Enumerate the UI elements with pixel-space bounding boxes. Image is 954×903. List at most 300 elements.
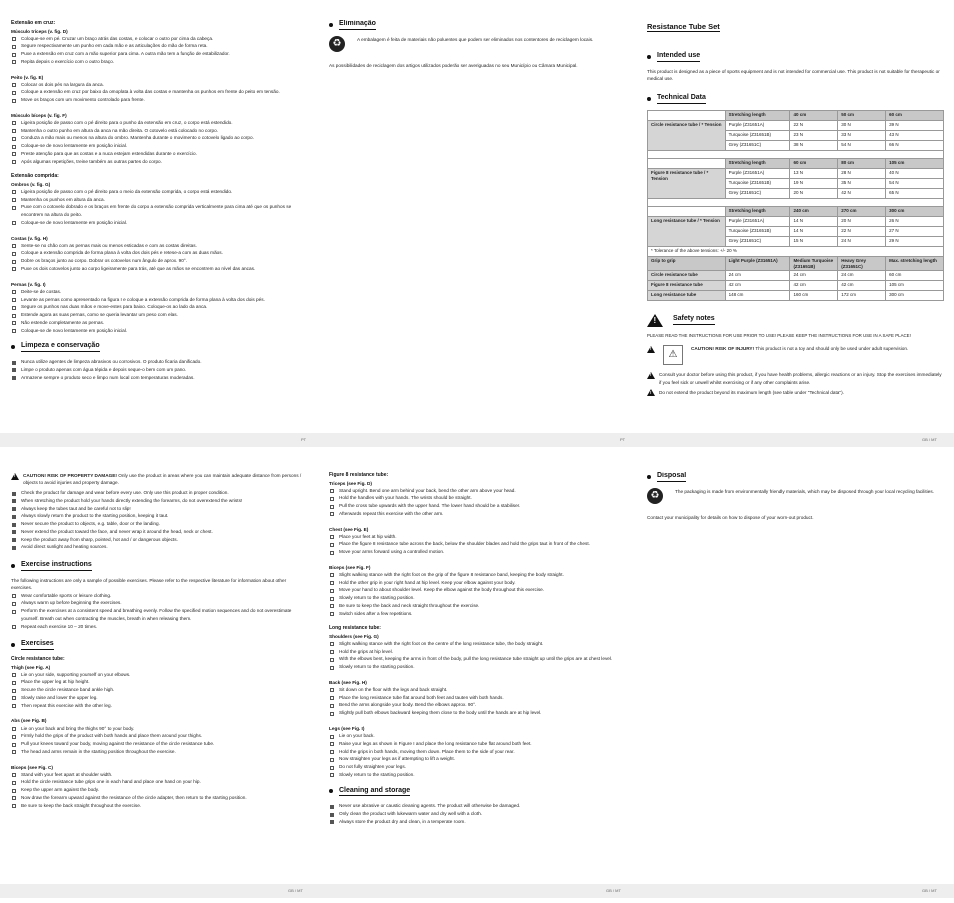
list-item: Slowly return to the starting position. <box>329 594 621 602</box>
section-header <box>647 313 944 327</box>
bullet-dot <box>11 564 15 568</box>
table-cell: 42 cm <box>725 281 790 291</box>
page-pt-disposal <box>329 20 621 440</box>
cleaning-title: Limpeza e conservação <box>21 342 100 352</box>
exercise-steps <box>11 671 308 710</box>
list-item: Be sure to keep the back straight throughout the exercise. <box>11 802 308 810</box>
section-header <box>329 20 621 30</box>
tolerance-note: * Tolerance of the above tensions: +/- 20 % <box>648 247 944 257</box>
warning-icon <box>647 314 663 327</box>
table-cell: Grey (Z31651C) <box>725 237 790 247</box>
table-row <box>648 247 944 257</box>
exercise-blocks <box>329 472 621 779</box>
list-item: Never secure the product to objects, e.g. table, door or the landing. <box>11 520 308 528</box>
exercise-block <box>11 74 308 104</box>
list-item: Slight walking stance with the right foot on the centre of the long resistance tube, the body straight. <box>329 640 621 648</box>
table-cell: 65 N <box>886 189 944 199</box>
exercise-title: Ombros (v. fig. G) <box>11 181 51 187</box>
list-item: Coloque a extensão em cruz por baixo da omoplata à volta das costas e mantenha os punhos em frente do peito em tensão. <box>11 88 308 96</box>
exercise-title: Chest (see Fig. E) <box>329 526 369 532</box>
table-cell: 33 N <box>838 131 886 141</box>
list-item: Then repeat this exercise with the other leg. <box>11 702 308 710</box>
table-header-cell: Light Purple (Z31651A) <box>725 257 790 271</box>
list-item: Always store the product dry and clean, in a temperate room. <box>329 818 621 826</box>
table-cell <box>648 159 726 169</box>
list-item: With the elbows bent, keeping the arms in front of the body, pull the long resistance tube straight up until the grips are at chest level. <box>329 655 621 663</box>
list-item: Slightly pull both elbows backward keeping them close to the body until the hands are at hip level. <box>329 709 621 717</box>
list-item: Colocar os dois pés na largura da anca. <box>11 81 308 89</box>
exercise-block <box>11 20 308 66</box>
warning-text: Do not extend the product beyond its maximum length (see table under "Technical data"). <box>659 389 844 395</box>
list-item: Secure the circle resistance band ankle high. <box>11 686 308 694</box>
list-item: Always keep the tubes taut and be careful not to slip! <box>11 505 308 513</box>
table-header-cell: Max. stretching length <box>886 257 944 271</box>
table-cell: 28 N <box>838 169 886 179</box>
exercise-block <box>11 173 308 226</box>
table-cell <box>648 111 726 121</box>
list-item: Place the figure 8 resistance tube across the back, below the shoulder blades and hold the grips taut in front of the chest. <box>329 540 621 548</box>
table-cell: 20 N <box>790 189 838 199</box>
exercise-title: Shoulders (see Fig. G) <box>329 633 379 639</box>
page-gb-exercise-instructions <box>11 472 308 882</box>
exercise-title: Pernas (v. fig. I) <box>11 281 46 287</box>
list-item: Sente-se no chão com as pernas mais ou menos esticadas e com as costas direitas. <box>11 242 308 250</box>
exercise-steps <box>11 119 308 166</box>
table-cell <box>648 151 944 159</box>
list-item: Puxe a extensão em cruz com a mão superior para cima. A outra mão tem a função de estabilizador. <box>11 50 308 58</box>
caution-text: This product is not a toy and should only be used under adult supervision. <box>754 346 909 352</box>
table-cell: 30 N <box>838 121 886 131</box>
exercise-steps <box>11 81 308 104</box>
list-item: Após algumas repetições, treine também as outras partes do corpo. <box>11 158 308 166</box>
bullet-dot <box>329 23 333 27</box>
table-cell: 13 N <box>790 169 838 179</box>
list-item: Move os braços com um movimento controlado para frente. <box>11 96 308 104</box>
exercise-block <box>329 526 621 556</box>
exercise-title: Biceps (see Fig. F) <box>329 564 371 570</box>
table-cell: 43 N <box>886 131 944 141</box>
table-cell: 27 N <box>886 227 944 237</box>
list-item: Levante as pernas como apresentado na figura I e coloque a extensão comprida de forma plana à volta dos dois pés. <box>11 296 308 304</box>
child-warning-icon: ⚠ <box>663 345 683 365</box>
exercise-steps <box>329 640 621 671</box>
list-item: Coloque-se em pé. Cruzar um braço atrás das costas, e colocar o outro por cima da cabeça. <box>11 35 308 43</box>
list-item: Preste atenção para que as costas e a nuca estejam estendidas durante o exercício. <box>11 150 308 158</box>
instructions-list <box>11 592 308 631</box>
exercise-group-title: Figure 8 resistance tube: <box>329 472 389 478</box>
exercise-instructions-text: The following instructions are only a sample of possible exercises. Please refer to the respective literature for information about other exercises. <box>11 577 287 591</box>
table-spacer-row <box>648 199 944 207</box>
section-header <box>329 787 621 797</box>
list-item: Check the product for damage and wear before every use. Only use this product in proper condition. <box>11 489 308 497</box>
list-item: Only clean the product with lukewarm water and dry well with a cloth. <box>329 810 621 818</box>
exercise-block <box>11 656 308 709</box>
exercise-title: Músculo tríceps (v. fig. D) <box>11 28 68 34</box>
list-item: Now draw the forearm upward against the resistance of the circle adapter, then return to the starting position. <box>11 794 308 802</box>
table-cell: 66 N <box>886 141 944 151</box>
table-header-cell: 40 cm <box>790 111 838 121</box>
list-item: Now straighten your legs as if attempting to lift a weight. <box>329 755 621 763</box>
footer-bar <box>0 433 954 447</box>
table-header-cell: Medium Turquoise (Z31651B) <box>790 257 838 271</box>
list-item: Pull the cross tube upwards with the upper hand. The lower hand should be a stabiliser. <box>329 502 621 510</box>
table-cell: 35 N <box>838 179 886 189</box>
exercise-block <box>11 235 308 273</box>
list-item: Hold the grips in both hands, moving them down. Place them to the side of your rear. <box>329 748 621 756</box>
exercise-steps <box>11 288 308 335</box>
table-header-cell: Grip to grip <box>648 257 726 271</box>
list-item: Hold the grips at hip level. <box>329 648 621 656</box>
list-item: Ligeira posição de passo com o pé direito para o meio da extensão comprida, o corpo está estendido. <box>11 188 308 196</box>
warning-icon <box>647 372 655 379</box>
table-row <box>648 169 944 179</box>
list-item: Coloque-se de novo lentamente em posição inicial. <box>11 327 308 335</box>
table-cell: 54 N <box>838 141 886 151</box>
list-item: Coloque-se de novo lentamente em posição inicial. <box>11 142 308 150</box>
warnings-list <box>647 371 944 396</box>
intended-use-text: This product is designed as a piece of sports equipment and is not intended for commercial use. This product is not suitable for therapeutic or medical use. <box>647 68 940 82</box>
table-header-cell: 270 cm <box>838 207 886 217</box>
bullet-dot <box>329 789 333 793</box>
list-item: Bend the arms alongside your body. Bend the elbows approx. 90°. <box>329 701 621 709</box>
list-item: Puxe os dois cotovelos junto ao corpo ligeiramente para trás, até que as mãos se encontrem ao nível das ancas. <box>11 265 308 273</box>
list-item: Conduza a mão mais ou menos na altura do ombro. Mantenha durante o movimento o cotovelo ligado ao corpo. <box>11 134 308 142</box>
section-header <box>11 561 308 571</box>
disposal-title: Eliminação <box>339 20 376 30</box>
exercise-blocks <box>11 656 308 809</box>
exercise-title: Costas (v. fig. H) <box>11 235 48 241</box>
table-header-cell: 50 cm <box>838 111 886 121</box>
table-cell: Turquoise (Z31651B) <box>725 131 790 141</box>
table-cell: Grey (Z31651C) <box>725 141 790 151</box>
list-item: Slight walking stance with the right foot on the grip of the figure 8 resistance band, keeping the body straight. <box>329 571 621 579</box>
disposal-text: A embalagem é feita de materiais não poluentes que podem ser eliminados nos contentores de reciclagem locais. <box>357 36 594 42</box>
intended-use-title: Intended use <box>657 52 700 62</box>
caution-row <box>11 472 308 486</box>
disposal-note: Contact your municipality for details on how to dispose of your worn-out product. <box>647 514 814 520</box>
list-item: Always warm up before beginning the exercises. <box>11 599 308 607</box>
exercise-blocks <box>11 20 308 334</box>
page-number: GB / MT <box>606 888 621 893</box>
exercise-block <box>329 564 621 618</box>
table-cell: 39 N <box>886 121 944 131</box>
table-row-label: Figure 8 resistance tube <box>648 281 726 291</box>
table-row <box>648 271 944 281</box>
list-item: Slowly return to the starting position. <box>329 771 621 779</box>
warning-icon <box>647 346 655 353</box>
exercise-instructions-title: Exercise instructions <box>21 561 92 571</box>
page-number: PT <box>301 437 307 442</box>
list-item: Perform the exercises at a consistent speed and breathing evenly. Follow the specified motion sequences and do not overestimate yourself. Breath out when contracting the muscles, breath in when releasing them. <box>11 607 308 623</box>
exercise-steps <box>329 533 621 556</box>
table-cell: 172 cm <box>838 291 886 301</box>
section-header <box>11 342 308 352</box>
exercise-block <box>11 112 308 166</box>
exercise-steps <box>11 771 308 810</box>
bullet-dot <box>647 97 651 101</box>
list-item: Mantenha os punhos em altura da anca. <box>11 196 308 204</box>
table-cell: 42 N <box>838 189 886 199</box>
disposal-row <box>647 488 944 504</box>
list-item: Wear comfortable sports or leisure clothing. <box>11 592 308 600</box>
list-item: Lie on your back. <box>329 732 621 740</box>
list-item: Stand upright. Bend one arm behind your back, bend the other arm above your head. <box>329 487 621 495</box>
list-item: Place your feet at hip width. <box>329 533 621 541</box>
exercise-title: Abs (see Fig. B) <box>11 718 47 724</box>
list-item: Keep the upper arm against the body. <box>11 786 308 794</box>
recycle-icon <box>329 36 345 52</box>
table-header-row <box>648 159 944 169</box>
exercise-block <box>329 679 621 717</box>
recycle-icon <box>647 488 663 504</box>
list-item: Move your hand to about shoulder level. Keep the elbow against the body throughout this exercise. <box>329 586 621 594</box>
exercise-title: Triceps (see Fig. D) <box>329 480 372 486</box>
table-header-cell: Stretching length <box>725 111 790 121</box>
table-header-row <box>648 111 944 121</box>
bullet-dot <box>647 475 651 479</box>
section-header <box>647 94 944 104</box>
list-item: Afterwards repeat this exercise with the other arm. <box>329 510 621 518</box>
exercise-block <box>329 725 621 779</box>
caution-list <box>11 489 308 551</box>
list-item: Place the long resistance tube flat around both feet and tauten with both hands. <box>329 694 621 702</box>
warning-row <box>647 371 944 385</box>
list-item: Place the upper leg at hip height. <box>11 678 308 686</box>
table-cell: 105 cm <box>886 281 944 291</box>
list-item: Segure os punhos nas duas mãos e move-estes para baixo. Coloque-os ao lado da anca. <box>11 303 308 311</box>
table-header-cell: 300 cm <box>886 207 944 217</box>
section-header <box>11 640 308 650</box>
bullet-dot <box>11 643 15 647</box>
table-header-cell: 105 cm <box>886 159 944 169</box>
table-header-cell: 60 cm <box>790 159 838 169</box>
list-item: Switch sides after a few repetitions. <box>329 610 621 618</box>
warning-icon <box>11 473 19 480</box>
table-cell: Purple (Z31651A) <box>725 217 790 227</box>
table-cell: 24 cm <box>838 271 886 281</box>
page-gb-intro <box>647 20 944 440</box>
safety-title: Safety notes <box>673 315 715 325</box>
list-item: Hold the other grip in your right hand at hip level. Keep your elbow against your body. <box>329 579 621 587</box>
list-item: Lie on your side, supporting yourself on your elbows. <box>11 671 308 679</box>
list-item: Não estende completamente as pernas. <box>11 319 308 327</box>
list-item: Dobre os braços junto ao corpo. Dobrar os cotovelos num ângulo de aprox. 90°. <box>11 257 308 265</box>
warning-row <box>647 389 944 397</box>
exercise-group-title: Extensão em cruz: <box>11 20 56 26</box>
exercise-block <box>11 764 308 810</box>
table-row-label: Long resistance tube <box>648 291 726 301</box>
table-cell: 15 N <box>790 237 838 247</box>
exercise-steps <box>11 242 308 273</box>
disposal-title: Disposal <box>657 472 686 482</box>
exercise-block <box>11 717 308 755</box>
list-item: Repeat each exercise 10 – 20 times. <box>11 623 308 631</box>
exercise-steps <box>329 487 621 518</box>
warning-icon <box>647 389 655 396</box>
list-item: Slowly return to the starting position. <box>329 663 621 671</box>
list-item: Always slowly return the product to the starting position, keeping it taut. <box>11 512 308 520</box>
exercise-group-title: Circle resistance tube: <box>11 656 65 663</box>
table-cell: 42 cm <box>838 281 886 291</box>
safety-intro: PLEASE READ THE INSTRUCTIONS FOR USE PRIOR TO USE! PLEASE KEEP THE INSTRUCTIONS FOR USE IN A SAFE PLACE! <box>647 332 911 338</box>
document-title: Resistance Tube Set <box>647 22 720 31</box>
list-item: Never extend the product toward the face, and never wrap it around the head, neck or chest. <box>11 528 308 536</box>
table-cell: 24 cm <box>725 271 790 281</box>
list-item: Coloque-se de novo lentamente em posição inicial. <box>11 219 308 227</box>
table-cell: 40 N <box>886 169 944 179</box>
table-cell <box>648 207 726 217</box>
list-item: Coloque a extensão comprida de forma plana à volta dos dois pés e retese-a com as duas mãos. <box>11 249 308 257</box>
exercise-steps <box>11 725 308 756</box>
section-header <box>647 472 944 482</box>
list-item: Slowly raise and lower the upper leg. <box>11 694 308 702</box>
table-cell: 22 N <box>790 121 838 131</box>
exercise-group-title: Extensão comprida: <box>11 173 59 180</box>
exercise-title: Thigh (see Fig. A) <box>11 664 51 670</box>
page-number: GB / MT <box>922 437 937 442</box>
table-spacer-row <box>648 151 944 159</box>
page-number: PT <box>620 437 626 442</box>
list-item: Stand with your feet apart at shoulder width. <box>11 771 308 779</box>
table-cell: 22 N <box>838 227 886 237</box>
page-pt-exercises <box>11 20 308 440</box>
table-cell: Grey (Z31651C) <box>725 189 790 199</box>
list-item: Limpe o produto apenas com água tépida e depois seque-o bem com um pano. <box>11 366 308 374</box>
exercise-steps <box>329 732 621 779</box>
exercise-title: Back (see Fig. H) <box>329 679 367 685</box>
list-item: Ligeira posição de passo com o pé direito para o punho da extensão em cruz, o corpo está estendido. <box>11 119 308 127</box>
table-row <box>648 281 944 291</box>
disposal-text: The packaging is made from environmentally friendly materials, which may be disposed through your local recycling facilities. <box>675 488 934 494</box>
section-header <box>647 52 944 62</box>
table-row <box>648 121 944 131</box>
table-cell: 160 cm <box>790 291 838 301</box>
table-row-label: Circle resistance tube / * Tension <box>648 121 726 151</box>
exercise-block <box>329 472 621 518</box>
exercise-title: Biceps (see Fig. C) <box>11 764 53 770</box>
list-item: Lie on your back and bring the thighs 90° to your body. <box>11 725 308 733</box>
caution-label: CAUTION! RISK OF PROPERTY DAMAGE! <box>23 473 117 478</box>
list-item: Firmly hold the grips of the product with both hands and place them around your thighs. <box>11 732 308 740</box>
table-cell: 19 N <box>790 179 838 189</box>
cleaning-title: Cleaning and storage <box>339 787 410 797</box>
list-item: Never use abrasive or caustic cleaning agents. The product will otherwise be damaged. <box>329 802 621 810</box>
table-cell: 29 N <box>886 237 944 247</box>
table-cell: 20 N <box>838 217 886 227</box>
technical-data-title: Technical Data <box>657 94 706 104</box>
page-gb-disposal <box>647 472 944 882</box>
page-gb-exercises <box>329 472 621 882</box>
table-cell: Purple (Z31651A) <box>725 121 790 131</box>
table-cell <box>648 199 944 207</box>
exercises-title: Exercises <box>21 640 54 650</box>
table-header-cell: 80 cm <box>838 159 886 169</box>
table-header-cell: Stretching length <box>725 207 790 217</box>
table-header-cell: 240 cm <box>790 207 838 217</box>
table-row <box>648 291 944 301</box>
table-cell: 38 N <box>790 141 838 151</box>
list-item: Segure respectivamente um punho em cada mão e as articulações do mão de forma reta. <box>11 42 308 50</box>
exercise-steps <box>329 571 621 618</box>
cleaning-list <box>11 358 308 381</box>
table-header-cell: 60 cm <box>886 111 944 121</box>
table-cell: 23 N <box>790 131 838 141</box>
list-item: Move your arms forward using a controlled motion. <box>329 548 621 556</box>
list-item: Mantenha o outro punho em altura da anca na mão direita. O cotovelo está colocado no corpo. <box>11 127 308 135</box>
exercise-block <box>329 625 621 671</box>
exercise-steps <box>11 188 308 227</box>
table-cell: 14 N <box>790 227 838 237</box>
exercise-steps <box>11 35 308 66</box>
table-header-row <box>648 257 944 271</box>
list-item: Pull your knees toward your body, moving against the resistance of the circle resistance tube. <box>11 740 308 748</box>
table-cell: 148 cm <box>725 291 790 301</box>
list-item: Hold the circle resistance tube grips one in each hand and place one hand on your hip. <box>11 778 308 786</box>
table-cell: 60 cm <box>886 271 944 281</box>
exercise-title: Peito (v. fig. E) <box>11 74 44 80</box>
exercise-steps <box>329 686 621 717</box>
list-item: Hold the handles with your hands. The wrists should be straight. <box>329 494 621 502</box>
list-item: Deite-se de costas. <box>11 288 308 296</box>
table-cell: 42 cm <box>790 281 838 291</box>
list-item: Be sure to keep the back and neck straight throughout the exercise. <box>329 602 621 610</box>
table-cell: Turquoise (Z31651B) <box>725 227 790 237</box>
table-header-cell: Heavy Grey (Z31651C) <box>838 257 886 271</box>
footer-bar <box>0 884 954 898</box>
bullet-dot <box>11 345 15 349</box>
page-number: GB / MT <box>288 888 303 893</box>
list-item: Do not fully straighten your legs. <box>329 763 621 771</box>
list-item: Raise your legs as shown in Figure I and place the long resistance tube flat around both feet. <box>329 740 621 748</box>
cleaning-list <box>329 802 621 825</box>
technical-data-table <box>647 110 944 301</box>
table-row <box>648 217 944 227</box>
list-item: The head and arms remain in the starting position throughout the exercise. <box>11 748 308 756</box>
list-item: When stretching the product hold your hands directly extending the forearms, do not overextend the wrists! <box>11 497 308 505</box>
table-cell: 300 cm <box>886 291 944 301</box>
list-item: Estende agora as suas pernas, como se queria levantar um peso com elas. <box>11 311 308 319</box>
caution-row <box>647 345 944 365</box>
caution-label: CAUTION! RISK OF INJURY! <box>691 346 755 352</box>
table-row-label: Long resistance tube / * Tension <box>648 217 726 247</box>
list-item: Sit down on the floor with the legs and back straight. <box>329 686 621 694</box>
table-cell: 26 N <box>886 217 944 227</box>
page-number: GB / MT <box>922 888 937 893</box>
list-item: Puxe com o cotovelo dobrado e os braços em frente do corpo a extensão comprida verticalmente para cima até que os punhos se encontrem na altura do peito. <box>11 203 308 219</box>
list-item: Avoid direct sunlight and heating sources. <box>11 543 308 551</box>
list-item: Nunca utilize agentes de limpeza abrasivos ou corrosivos. O produto ficaria danificado. <box>11 358 308 366</box>
exercise-block <box>11 281 308 335</box>
exercise-title: Músculo bíceps (v. fig. F) <box>11 112 67 118</box>
table-cell: 54 N <box>886 179 944 189</box>
table-cell: Purple (Z31651A) <box>725 169 790 179</box>
table-header-cell: Stretching length <box>725 159 790 169</box>
exercise-title: Legs (see Fig. I) <box>329 725 365 731</box>
table-cell: Turquoise (Z31651B) <box>725 179 790 189</box>
table-cell: 24 N <box>838 237 886 247</box>
disposal-note: As possibilidades de reciclagem dos artigos utilizados poderão ser averiguadas no seu Município ou Câmara Municipal. <box>329 62 578 68</box>
table-row-label: Circle resistance tube <box>648 271 726 281</box>
exercise-group-title: Long resistance tube: <box>329 625 381 632</box>
table-cell: 24 cm <box>790 271 838 281</box>
warning-text: Consult your doctor before using this product, if you have health problems, allergic reactions or an injury. Stop the exercises immediately if you feel sick or unwell whilst exercising or if any other complaints arise. <box>659 372 942 385</box>
table-cell: 14 N <box>790 217 838 227</box>
list-item: Repita depois o exercício com o outro braço. <box>11 58 308 66</box>
list-item: Armazene sempre o produto seco e limpo num local com temperaturas moderadas. <box>11 374 308 382</box>
disposal-row <box>329 36 621 52</box>
bullet-dot <box>647 55 651 59</box>
table-row-label: Figure 8 resistance tube / * Tension <box>648 169 726 199</box>
